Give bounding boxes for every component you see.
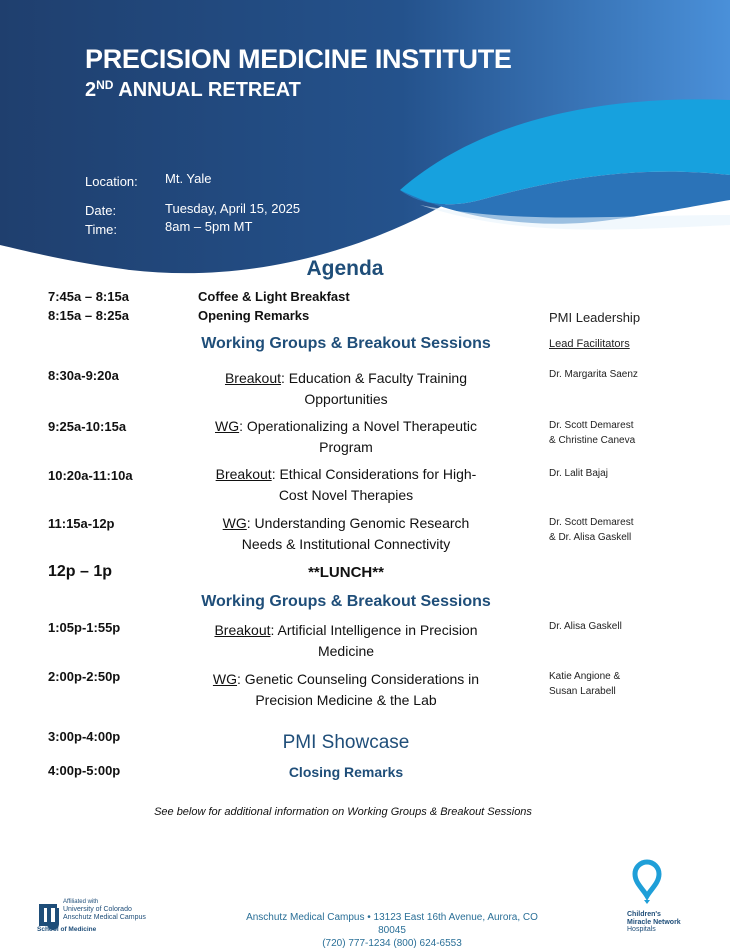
session-6-line1: : Genetic Counseling Considerations in xyxy=(237,671,480,687)
session-3-time: 10:20a-11:10a xyxy=(48,468,133,483)
address-line: Anschutz Medical Campus • 13123 East 16th Avenue, Aurora, CO 80045 xyxy=(246,912,538,936)
subtitle-text: ANNUAL RETREAT xyxy=(113,79,301,101)
session-6-title xyxy=(185,669,507,711)
session-5-line2: Medicine xyxy=(317,643,375,659)
session-5-facilitator: Dr. Alisa Gaskell xyxy=(549,621,622,632)
session-1-time: 8:30a-9:20a xyxy=(48,368,119,383)
session-6-facilitator xyxy=(549,669,620,699)
cmn-line3: Hospitals xyxy=(627,926,656,933)
session-3-line2: Cost Novel Therapies xyxy=(278,487,414,503)
additional-info-note: See below for additional information on Working Groups & Breakout Sessions xyxy=(154,806,532,818)
session-5-time: 1:05p-1:55p xyxy=(48,620,121,635)
location-value: Mt. Yale xyxy=(165,171,212,186)
footer-address xyxy=(232,911,552,950)
date-label: Date: xyxy=(85,203,117,218)
opening-title: Opening Remarks xyxy=(198,308,310,323)
subtitle-number: 2 xyxy=(85,79,97,101)
session-1-type: Breakout xyxy=(224,370,282,386)
cu-line2: Anschutz Medical Campus xyxy=(63,914,146,921)
cu-line1: University of Colorado xyxy=(63,906,132,913)
showcase-time: 3:00p-4:00p xyxy=(48,729,121,744)
page-subtitle xyxy=(85,79,301,102)
session-5-type: Breakout xyxy=(214,622,271,638)
session-1-line1: : Education & Faculty Training xyxy=(281,370,468,386)
session-6-type: WG xyxy=(212,671,238,687)
session-4-line2: Needs & Institutional Connectivity xyxy=(241,536,451,552)
session-1-facilitator: Dr. Margarita Saenz xyxy=(549,369,638,380)
session-6-line2: Precision Medicine & the Lab xyxy=(255,692,437,708)
session-4-title xyxy=(185,513,507,555)
session-5-title xyxy=(185,620,507,662)
session-6-time: 2:00p-2:50p xyxy=(48,669,121,684)
breakfast-time: 7:45a – 8:15a xyxy=(48,289,129,304)
session-6-fac-line2: Susan Larabell xyxy=(549,686,616,697)
cmn-line2: Miracle Network xyxy=(627,918,681,926)
session-5-line1: : Artificial Intelligence in Precision xyxy=(270,622,478,638)
opening-facilitator: PMI Leadership xyxy=(549,310,641,325)
location-label: Location: xyxy=(85,174,138,189)
lunch-title: **LUNCH** xyxy=(308,564,384,581)
section-heading-2: Working Groups & Breakout Sessions xyxy=(201,593,491,610)
subtitle-ordinal: ND xyxy=(96,78,114,92)
session-2-time: 9:25a-10:15a xyxy=(48,419,127,434)
closing-title: Closing Remarks xyxy=(288,764,404,780)
date-value: Tuesday, April 15, 2025 xyxy=(165,201,301,216)
session-1-title xyxy=(185,368,507,410)
session-3-type: Breakout xyxy=(215,466,272,482)
lunch-time: 12p – 1p xyxy=(48,563,113,580)
session-3-facilitator: Dr. Lalit Bajaj xyxy=(549,468,608,479)
session-2-fac-line1: Dr. Scott Demarest xyxy=(549,420,634,431)
page-title: PRECISION MEDICINE INSTITUTE xyxy=(85,44,512,74)
session-4-type: WG xyxy=(222,515,247,531)
breakfast-title: Coffee & Light Breakfast xyxy=(198,289,350,304)
session-2-type: WG xyxy=(215,418,240,434)
lead-facilitators-heading: Lead Facilitators xyxy=(549,338,630,350)
section-heading-1: Working Groups & Breakout Sessions xyxy=(201,335,491,352)
session-4-fac-line1: Dr. Scott Demarest xyxy=(549,517,634,528)
session-6-fac-line1: Katie Angione & xyxy=(549,671,621,682)
session-2-title xyxy=(185,416,507,458)
session-2-line2: Program xyxy=(319,439,373,455)
time-label: Time: xyxy=(85,222,118,237)
cmn-logo-text xyxy=(627,911,681,934)
opening-time: 8:15a – 8:25a xyxy=(48,308,129,323)
showcase-title: PMI Showcase xyxy=(282,732,410,753)
session-4-time: 11:15a-12p xyxy=(48,516,115,531)
phone-line: (720) 777-1234 (800) 624-6553 xyxy=(322,938,462,949)
session-1-line2: Opportunities xyxy=(304,391,388,407)
cu-affiliated: Affiliated with xyxy=(63,899,99,905)
cmn-line1: Children's xyxy=(627,911,661,918)
closing-time: 4:00p-5:00p xyxy=(48,763,121,778)
session-4-line1: : Understanding Genomic Research xyxy=(246,515,470,531)
session-4-fac-line2: & Dr. Alisa Gaskell xyxy=(549,532,632,543)
session-2-facilitator xyxy=(549,418,635,448)
session-3-line1: : Ethical Considerations for High- xyxy=(271,466,477,482)
time-value: 8am – 5pm MT xyxy=(165,219,253,234)
cu-line3: School of Medicine xyxy=(37,926,97,933)
session-2-line1: : Operationalizing a Novel Therapeutic xyxy=(239,418,477,434)
session-4-facilitator xyxy=(549,515,633,545)
session-3-title xyxy=(185,464,507,506)
agenda-heading: Agenda xyxy=(306,257,384,280)
session-2-fac-line2: & Christine Caneva xyxy=(549,435,636,446)
